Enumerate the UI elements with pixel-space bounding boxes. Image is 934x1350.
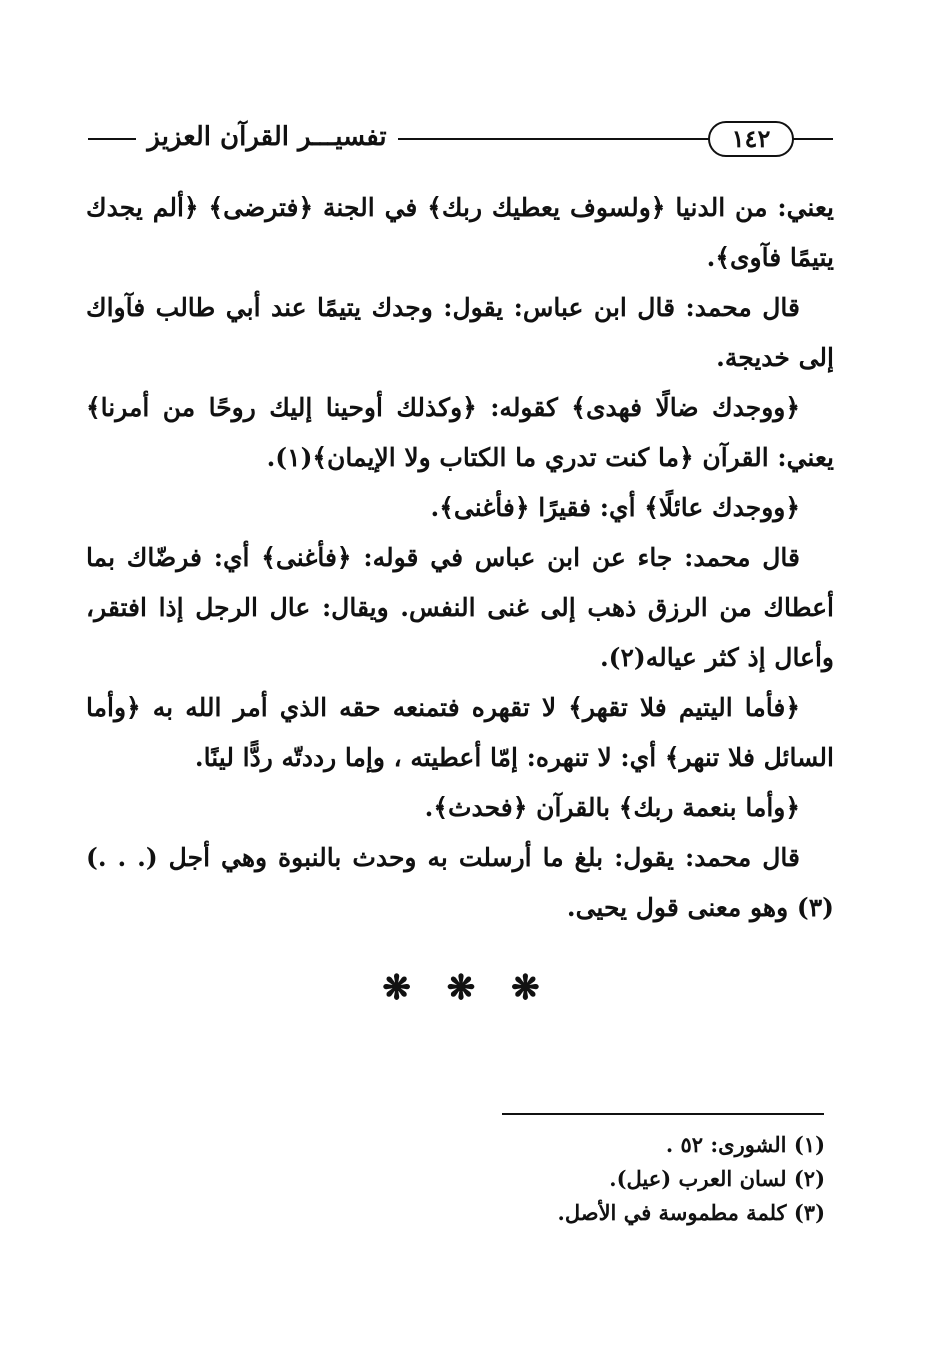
section-break: ❋ ❋ ❋ — [382, 968, 552, 1008]
footnote-separator — [502, 1113, 824, 1115]
header-rule-left — [88, 138, 136, 140]
paragraph-7: ﴿وأما بنعمة ربك﴾ بالقرآن ﴿فحدث﴾. — [424, 793, 800, 822]
footnote-3: (٣) كلمة مطموسة في الأصل. — [557, 1200, 825, 1225]
paragraph-1: يعني: من الدنيا ﴿ولسوف يعطيك ربك﴾ في الجنة ﴿فترضى﴾ ﴿ألم يجدك يتيمًا فآوى﴾. — [86, 193, 834, 272]
paragraph-8: قال محمد: يقول: بلغ ما أرسلت به وحدث بالنبوة وهي أجل (. . .)(٣) وهو معنى قول يحيى. — [86, 843, 834, 922]
paragraph-3: ﴿ووجدك ضالًا فهدى﴾ كقوله: ﴿وكذلك أوحينا إليك روحًا من أمرنا﴾ يعني: القرآن ﴿ما كنت تدري ما الكتاب ولا الإيمان﴾(١). — [86, 393, 834, 472]
footnotes — [420, 1128, 825, 1230]
footnote-2: (٢) لسان العرب (عيل). — [609, 1166, 825, 1191]
footnote-1: (١) الشورى: ٥٢ . — [665, 1132, 825, 1157]
paragraph-6: ﴿فأما اليتيم فلا تقهر﴾ لا تقهره فتمنعه حقه الذي أمر الله به ﴿وأما السائل فلا تنهر﴾ أي: لا تنهره: إمّا أعطيته ، وإما رددتّه ردًّا لينًا. — [86, 693, 834, 772]
running-title: تفسيـــر القرآن العزيز — [142, 120, 392, 154]
main-text — [86, 183, 834, 933]
page-header — [88, 118, 833, 158]
paragraph-2: قال محمد: قال ابن عباس: يقول: وجدك يتيمًا عند أبي طالب فآواك إلى خديجة. — [86, 293, 834, 372]
paragraph-4: ﴿ووجدك عائلًا﴾ أي: فقيرًا ﴿فأغنى﴾. — [430, 493, 800, 522]
page-number: ١٤٢ — [708, 121, 794, 157]
paragraph-5: قال محمد: جاء عن ابن عباس في قوله: ﴿فأغنى﴾ أي: فرضّاك بما أعطاك من الرزق ذهب إلى غنى النفس. ويقال: عال الرجل إذا افتقر، وأعال إذ كثر عياله(٢). — [86, 543, 834, 672]
